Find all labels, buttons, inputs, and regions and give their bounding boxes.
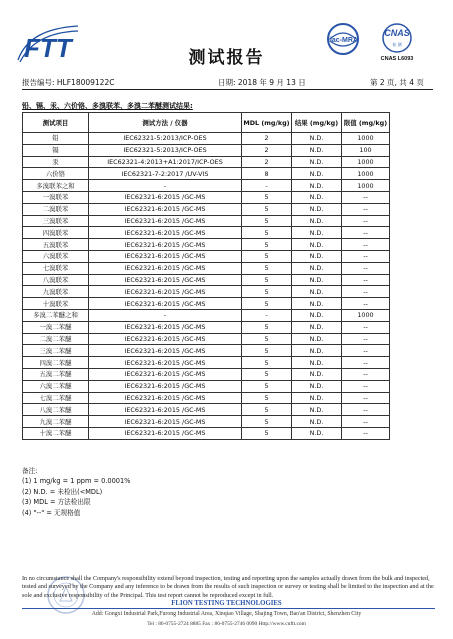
cell-limit: 1000 — [342, 133, 390, 145]
cell-test-method: IEC62321-6:2015 /GC-MS — [89, 298, 242, 310]
cell-result: N.D. — [292, 262, 342, 274]
notes-heading: 备注: — [22, 467, 38, 475]
table-row — [23, 427, 390, 439]
cell-test-method: IEC62321-7-2:2017 /UV-VIS — [89, 168, 242, 180]
note-item: (2) N.D. = 未检出(<MDL) — [22, 487, 103, 496]
table-row — [23, 156, 390, 168]
table-row — [23, 357, 390, 369]
table-row — [23, 345, 390, 357]
cell-test-method: - — [89, 180, 242, 192]
cell-mdl: 5 — [242, 427, 292, 439]
table-row — [23, 368, 390, 380]
cell-test-method: IEC62321-6:2015 /GC-MS — [89, 380, 242, 392]
cell-limit: -- — [342, 215, 390, 227]
page-indicator: 第 2 页, 共 4 页 — [370, 78, 424, 87]
cell-result: N.D. — [292, 321, 342, 333]
cell-result: N.D. — [292, 286, 342, 298]
cell-test-method: IEC62321-5:2013/ICP-OES — [89, 144, 242, 156]
header-result: 结果 (mg/kg) — [292, 113, 342, 133]
cell-result: N.D. — [292, 357, 342, 369]
cell-result: N.D. — [292, 156, 342, 168]
cell-test-item: 九溴联苯 — [23, 286, 89, 298]
header-rule — [22, 89, 433, 90]
cell-test-item: 铅 — [23, 133, 89, 145]
cell-test-method: IEC62321-4:2013+A1:2017/ICP-OES — [89, 156, 242, 168]
cell-test-item: 十溴联苯 — [23, 298, 89, 310]
cell-test-method: IEC62321-6:2015 /GC-MS — [89, 368, 242, 380]
cell-test-item: 多溴二苯醚之和 — [23, 309, 89, 321]
cell-mdl: 5 — [242, 404, 292, 416]
table-row — [23, 203, 390, 215]
cell-mdl: 5 — [242, 262, 292, 274]
cell-mdl: 5 — [242, 368, 292, 380]
cell-mdl: 5 — [242, 333, 292, 345]
cell-test-method: - — [89, 309, 242, 321]
cell-test-method: IEC62321-6:2015 /GC-MS — [89, 357, 242, 369]
cell-test-method: IEC62321-6:2015 /GC-MS — [89, 239, 242, 251]
cell-result: N.D. — [292, 345, 342, 357]
header-mdl: MDL (mg/kg) — [242, 113, 292, 133]
cell-mdl: 2 — [242, 144, 292, 156]
cell-test-item: 八溴联苯 — [23, 274, 89, 286]
cell-test-item: 十溴二苯醚 — [23, 427, 89, 439]
cell-result: N.D. — [292, 180, 342, 192]
cell-limit: -- — [342, 333, 390, 345]
table-row — [23, 298, 390, 310]
cell-test-method: IEC62321-6:2015 /GC-MS — [89, 274, 242, 286]
cell-test-item: 八溴二苯醚 — [23, 404, 89, 416]
table-row — [23, 309, 390, 321]
cell-test-item: 五溴联苯 — [23, 239, 89, 251]
cell-limit: -- — [342, 239, 390, 251]
cell-result: N.D. — [292, 416, 342, 428]
cell-mdl: 5 — [242, 345, 292, 357]
cnas-label: CNAS — [384, 28, 410, 38]
cell-result: N.D. — [292, 274, 342, 286]
report-date: 日期: 2018 年 9 月 13 日 — [218, 78, 306, 87]
table-header-row — [23, 113, 390, 133]
cell-result: N.D. — [292, 144, 342, 156]
cell-result: N.D. — [292, 309, 342, 321]
cell-mdl: 5 — [242, 392, 292, 404]
table-row — [23, 286, 390, 298]
cell-limit: -- — [342, 203, 390, 215]
cell-test-item: 汞 — [23, 156, 89, 168]
cell-mdl: 8 — [242, 168, 292, 180]
header-test-method: 测试方法 / 仪器 — [89, 113, 242, 133]
note-item: (4) "--" = 无规格值 — [22, 508, 81, 517]
cell-limit: -- — [342, 250, 390, 262]
cell-test-item: 九溴二苯醚 — [23, 416, 89, 428]
cell-mdl: - — [242, 180, 292, 192]
cell-mdl: 5 — [242, 286, 292, 298]
cell-test-item: 五溴二苯醚 — [23, 368, 89, 380]
cell-limit: 1000 — [342, 309, 390, 321]
cell-mdl: 5 — [242, 380, 292, 392]
table-row — [23, 180, 390, 192]
cell-limit: -- — [342, 345, 390, 357]
cell-result: N.D. — [292, 239, 342, 251]
cell-mdl: 5 — [242, 215, 292, 227]
cell-test-item: 七溴联苯 — [23, 262, 89, 274]
cell-limit: 1000 — [342, 168, 390, 180]
cell-result: N.D. — [292, 404, 342, 416]
results-table-body — [23, 133, 390, 440]
cell-test-method: IEC62321-6:2015 /GC-MS — [89, 203, 242, 215]
cell-result: N.D. — [292, 203, 342, 215]
footer-contact: Tel : 86-0755-2724 8885 Fax : 86-0755-2746 0090 Http://www.cnftt.com — [147, 621, 306, 627]
cell-limit: -- — [342, 416, 390, 428]
cell-mdl: 5 — [242, 321, 292, 333]
cell-test-method: IEC62321-6:2015 /GC-MS — [89, 286, 242, 298]
cnas-sub-label: 检 测 — [392, 42, 402, 47]
cell-result: N.D. — [292, 333, 342, 345]
footer-rule — [22, 608, 435, 609]
table-row — [23, 215, 390, 227]
table-row — [23, 144, 390, 156]
table-row — [23, 404, 390, 416]
cell-test-method: IEC62321-6:2015 /GC-MS — [89, 392, 242, 404]
cell-limit: -- — [342, 191, 390, 203]
cell-limit: -- — [342, 321, 390, 333]
table-row — [23, 191, 390, 203]
cell-limit: -- — [342, 368, 390, 380]
cell-mdl: 5 — [242, 203, 292, 215]
cell-test-item: 二溴二苯醚 — [23, 333, 89, 345]
cell-result: N.D. — [292, 298, 342, 310]
cell-test-method: IEC62321-6:2015 /GC-MS — [89, 321, 242, 333]
cell-limit: -- — [342, 392, 390, 404]
cell-test-item: 多溴联苯之和 — [23, 180, 89, 192]
table-row — [23, 133, 390, 145]
cell-mdl: 5 — [242, 357, 292, 369]
cell-limit: 1000 — [342, 180, 390, 192]
table-row — [23, 380, 390, 392]
cell-test-item: 六溴二苯醚 — [23, 380, 89, 392]
table-row — [23, 416, 390, 428]
cell-result: N.D. — [292, 133, 342, 145]
table-row — [23, 239, 390, 251]
cell-test-item: 一溴联苯 — [23, 191, 89, 203]
cell-mdl: 5 — [242, 227, 292, 239]
table-row — [23, 250, 390, 262]
cell-result: N.D. — [292, 250, 342, 262]
table-row — [23, 321, 390, 333]
cell-test-method: IEC62321-6:2015 /GC-MS — [89, 427, 242, 439]
cell-test-item: 二溴联苯 — [23, 203, 89, 215]
table-row — [23, 227, 390, 239]
cnas-logo — [369, 22, 425, 66]
cell-limit: -- — [342, 286, 390, 298]
cell-mdl: - — [242, 309, 292, 321]
cell-result: N.D. — [292, 215, 342, 227]
ilac-mra-logo — [321, 22, 365, 62]
footer-company: FLION TESTING TECHNOLOGIES — [171, 600, 282, 607]
cell-test-item: 六价铬 — [23, 168, 89, 180]
table-row — [23, 392, 390, 404]
cell-test-method: IEC62321-6:2015 /GC-MS — [89, 404, 242, 416]
cell-mdl: 2 — [242, 133, 292, 145]
cell-limit: 1000 — [342, 156, 390, 168]
header-limit: 限值 (mg/kg) — [342, 113, 390, 133]
cell-test-method: IEC62321-6:2015 /GC-MS — [89, 227, 242, 239]
cell-result: N.D. — [292, 191, 342, 203]
cell-mdl: 5 — [242, 274, 292, 286]
cell-limit: -- — [342, 357, 390, 369]
cell-mdl: 5 — [242, 416, 292, 428]
cell-result: N.D. — [292, 392, 342, 404]
cell-limit: -- — [342, 262, 390, 274]
cell-limit: -- — [342, 274, 390, 286]
cell-result: N.D. — [292, 380, 342, 392]
cell-test-item: 四溴二苯醚 — [23, 357, 89, 369]
cell-test-item: 镉 — [23, 144, 89, 156]
cell-mdl: 5 — [242, 250, 292, 262]
cell-test-item: 六溴联苯 — [23, 250, 89, 262]
table-row — [23, 274, 390, 286]
logo-text: FTT — [24, 33, 72, 63]
results-table — [22, 112, 390, 440]
section-title: 铅、镉、汞、六价铬、多溴联苯、多溴二苯醚测试结果: — [22, 102, 193, 110]
cell-mdl: 5 — [242, 191, 292, 203]
note-item: (3) MDL = 方法检出限 — [22, 498, 91, 507]
footer-address: Add: Gongxi Industrial Park,Furong Industrial Area, Xinqiao Village, Shajing Town, Bao'an District, Shenzhen City — [91, 611, 362, 617]
cell-result: N.D. — [292, 168, 342, 180]
cell-test-item: 一溴二苯醚 — [23, 321, 89, 333]
cell-limit: -- — [342, 404, 390, 416]
cell-test-method: IEC62321-6:2015 /GC-MS — [89, 250, 242, 262]
cell-test-method: IEC62321-6:2015 /GC-MS — [89, 416, 242, 428]
cell-test-method: IEC62321-6:2015 /GC-MS — [89, 333, 242, 345]
cnas-code: CNAS L6093 — [380, 56, 414, 62]
cell-mdl: 5 — [242, 239, 292, 251]
cell-limit: -- — [342, 427, 390, 439]
cell-limit: -- — [342, 298, 390, 310]
cell-result: N.D. — [292, 368, 342, 380]
footer-disclaimer: In no circumstance shall the Company's responsibility extend beyond inspection, testing and reporting upon the samples actually drawn from the bulk and inspected, tested and surveyed by the Company and any inference to be drawn from the results of such inspection or survey or testing shall be limited to the inspection and at the sole and exclusive responsibility of the Principal. This test report cannot be reproduced except in full. — [22, 575, 434, 599]
note-item: (1) 1 mg/kg = 1 ppm = 0.0001% — [22, 477, 131, 486]
cell-mdl: 5 — [242, 298, 292, 310]
cell-test-item: 四溴联苯 — [23, 227, 89, 239]
cell-test-item: 三溴二苯醚 — [23, 345, 89, 357]
notes — [22, 466, 130, 518]
cell-mdl: 2 — [242, 156, 292, 168]
report-number: 报告编号: HLF18009122C — [22, 78, 115, 87]
cell-test-item: 三溴联苯 — [23, 215, 89, 227]
table-row — [23, 333, 390, 345]
cell-test-item: 七溴二苯醚 — [23, 392, 89, 404]
cell-limit: 100 — [342, 144, 390, 156]
header-test-item: 测试项目 — [23, 113, 89, 133]
cell-test-method: IEC62321-6:2015 /GC-MS — [89, 262, 242, 274]
table-row — [23, 262, 390, 274]
ilac-label: ilac-MRA — [328, 37, 358, 44]
cell-test-method: IEC62321-5:2013/ICP-OES — [89, 133, 242, 145]
cell-test-method: IEC62321-6:2015 /GC-MS — [89, 215, 242, 227]
table-row — [23, 168, 390, 180]
page-title: 测试报告 — [188, 48, 265, 68]
cell-result: N.D. — [292, 427, 342, 439]
cell-result: N.D. — [292, 227, 342, 239]
cell-limit: -- — [342, 227, 390, 239]
cell-test-method: IEC62321-6:2015 /GC-MS — [89, 345, 242, 357]
cell-limit: -- — [342, 380, 390, 392]
cell-test-method: IEC62321-6:2015 /GC-MS — [89, 191, 242, 203]
